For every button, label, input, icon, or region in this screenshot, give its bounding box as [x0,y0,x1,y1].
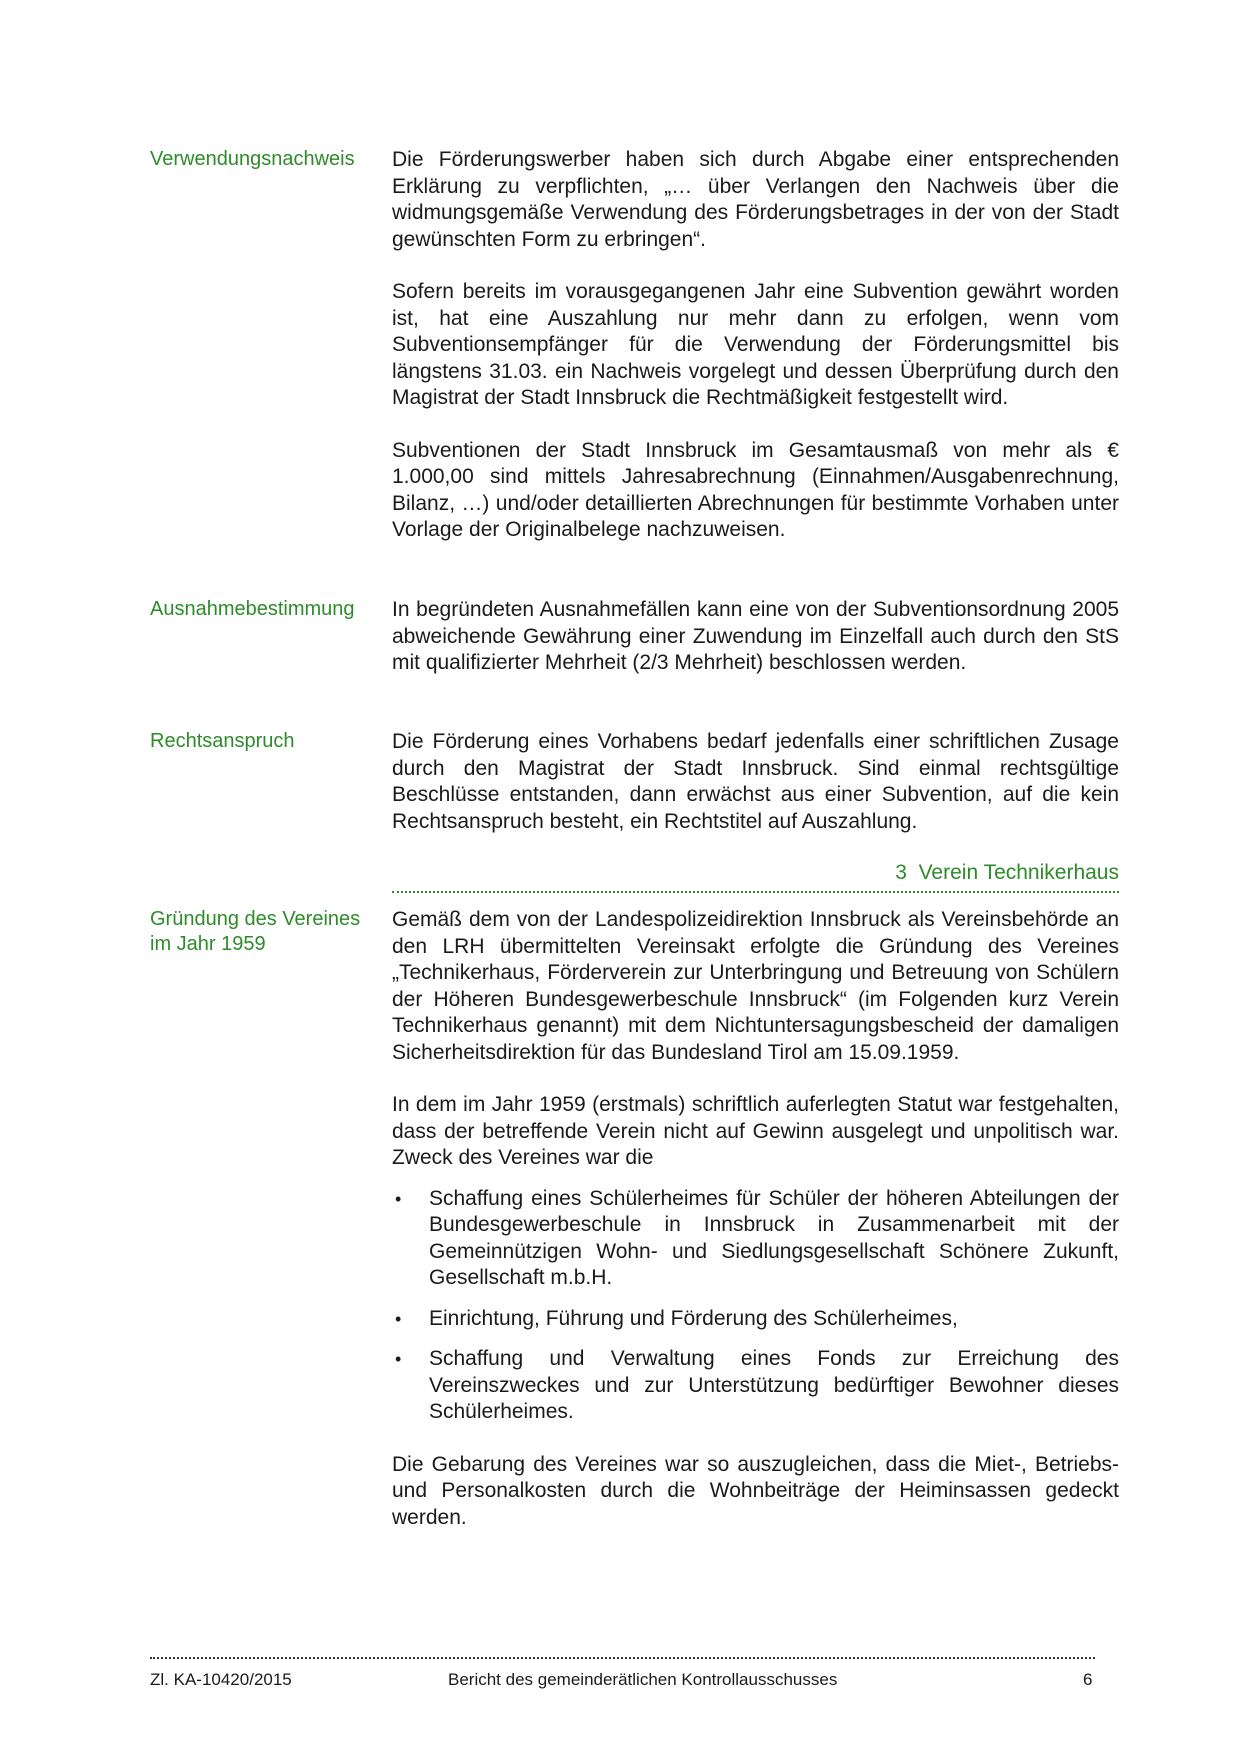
paragraph: In begründeten Ausnahmefällen kann eine von der Subventionsordnung 2005 abweichende Gewährung einer Zuwendung im Einzelfall auch durch den StS mit qualifizierter Mehrheit (2/3 Mehrheit) beschlossen werden. [392,598,1119,674]
chapter-title: Verein Technikerhaus [918,861,1119,884]
paragraph: Gemäß dem von der Landespolizeidirektion Innsbruck als Vereinsbehörde an den LRH übermittelten Vereinsakt erfolgte die Gründung des Vereines „Technikerhaus, Förderverein zur Unterbringung und Betreuung von Schülern der Höheren Bundesgewerbeschule Innsbruck“ (im Folgenden kurz Verein Technikerhaus genannt) mit dem Nichtuntersagungsbescheid der damaligen Sicherheitsdirektion für das Bundesland Tirol am 15.09.1959. [392,908,1119,1064]
chapter-number: 3 [895,861,907,884]
chapter-divider [392,891,1119,893]
paragraph: Subventionen der Stadt Innsbruck im Gesamtausmaß von mehr als € 1.000,00 sind mittels Jahresabrechnung (Einnahmen/Ausgabenrechnung, Bilanz, …) und/oder detaillierten Abrechnungen für bestimmte Vorhaben unter Vorlage der Originalbelege nachzuweisen. [392,438,1119,541]
side-label-rechtsanspruch: Rechtsanspruch [150,730,295,752]
bullet-icon: • [395,1188,402,1209]
section-verwendungsnachweis [392,147,1119,544]
bullet-icon: • [395,1308,402,1329]
side-label-ausnahmebestimmung: Ausnahmebestimmung [150,598,355,620]
paragraph: Sofern bereits im vorausgegangenen Jahr eine Subvention gewährt worden ist, hat eine Auszahlung nur mehr dann zu erfolgen, wenn vom Subventionsempfänger für die Verwendung der Förderungsmittel bis längstens 31.03. ein Nachweis vorgelegt und dessen Überprüfung durch den Magistrat der Stadt Innsbruck die Rechtmäßigkeit festgestellt wird. [392,280,1119,409]
list-item: • Einrichtung, Führung und Förderung des Schülerheimes, [392,1306,1119,1333]
bullet-icon: • [395,1349,402,1369]
chapter-heading [392,860,1119,886]
side-label-gruendung: Gründung des Vereines im Jahr 1959 [150,908,361,955]
list-item: • Schaffung eines Schülerheimes für Schüler der höheren Abteilungen der Bundesgewerbeschule in Innsbruck in Zusammenarbeit mit der Gemeinnützigen Wohn- und Siedlungsgesellschaft Schönere Zukunft, Gesellschaft m.b.H. [395,1186,1119,1289]
section-rechtsanspruch [392,729,1119,835]
paragraph: In dem im Jahr 1959 (erstmals) schriftlich auferlegten Statut war festgehalten, dass der betreffende Verein nicht auf Gewinn ausgelegt und unpolitisch war. Zweck des Vereines war die [392,1093,1119,1169]
section-gruendung [392,907,1119,1531]
section-ausnahmebestimmung [392,597,1119,677]
footer-reference: Zl. KA-10420/2015 [150,1670,292,1689]
paragraph: Die Förderung eines Vorhabens bedarf jedenfalls einer schriftlichen Zusage durch den Magistrat der Stadt Innsbruck. Sind einmal rechtsgültige Beschlüsse entstanden, dann erwächst aus einer Subvention, auf die kein Rechtsanspruch besteht, ein Rechtstitel auf Auszahlung. [392,730,1119,833]
purpose-list [392,1186,1119,1426]
footer-divider [150,1657,1095,1659]
page-number: 6 [1083,1670,1093,1689]
paragraph: Die Förderungswerber haben sich durch Abgabe einer entsprechenden Erklärung zu verpflichten, „… über Verlangen den Nachweis über die widmungsgemäße Verwendung des Förderungsbetrages in der von der Stadt gewünschten Form zu erbringen“. [392,148,1119,251]
list-item: • Schaffung und Verwaltung eines Fonds zur Erreichung des Vereinszweckes und zur Unterstützung bedürftiger Bewohner dieses Schülerheimes. [395,1347,1119,1423]
paragraph: Die Gebarung des Vereines war so auszugleichen, dass die Miet-, Betriebs- und Personalkosten durch die Wohnbeiträge der Heiminsassen gedeckt werden. [392,1452,1119,1529]
footer-title: Bericht des gemeinderätlichen Kontrollausschusses [448,1670,838,1689]
side-label-verwendungsnachweis: Verwendungsnachweis [150,148,355,170]
